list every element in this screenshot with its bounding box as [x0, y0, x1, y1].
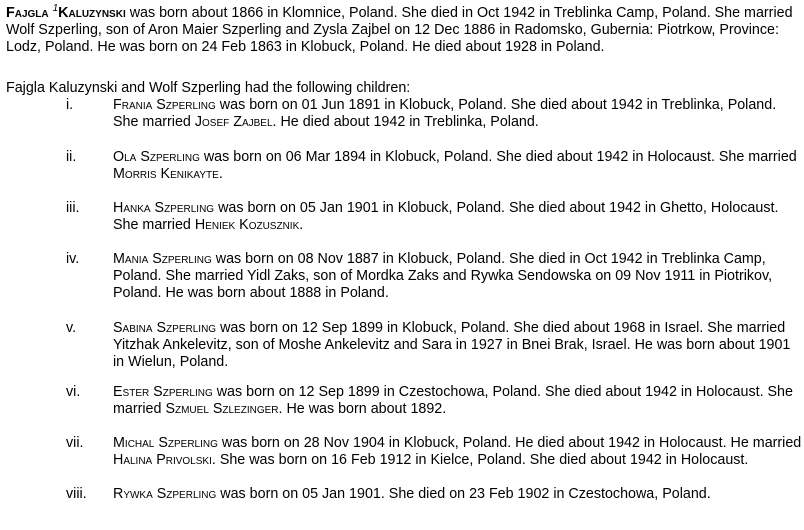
- child-name: Hanka Szperling: [113, 200, 215, 216]
- child-spouse: Halina Privolski: [113, 452, 212, 469]
- footnote-mark: 1: [52, 3, 59, 14]
- child-numeral: vii.: [66, 435, 84, 451]
- child-name: Rywka Szperling: [113, 486, 217, 502]
- child-bio: was born on 08 Nov 1887 in Klobuck, Poland. She died in Oct 1942 in Treblinka Camp, Poland. She married Yidl Zaks, son of Mordka Zaks and Rywka Sendowska on 09 Nov 1911 in Piotrikov, Poland. He was born about 1888 in Poland.: [113, 251, 773, 302]
- child-spouse: Heniek Kozusznik: [194, 217, 300, 234]
- child-name: Michal Szperling: [113, 435, 218, 451]
- child-bio-after: . She was born on 16 Feb 1912 in Kielce, Poland. She died about 1942 in Holocaust.: [211, 452, 749, 469]
- child-bio-after: .: [299, 217, 304, 234]
- child-numeral: iii.: [66, 200, 80, 216]
- child-numeral: viii.: [66, 486, 87, 502]
- child-bio: was born on 28 Nov 1904 in Klobuck, Poland. He died about 1942 in Holocaust. He married: [221, 435, 802, 451]
- main-person-surname: Kaluzynski: [58, 5, 126, 21]
- child-bio: was born on 05 Jan 1901 in Klobuck, Poland. She died about 1942 in Ghetto, Holocaust. She married: [113, 200, 779, 234]
- child-text: [113, 486, 803, 503]
- child-name: Frania Szperling: [113, 97, 216, 113]
- child-name: Ester Szperling: [113, 384, 213, 400]
- child-numeral: v.: [66, 320, 77, 336]
- child-text: [113, 384, 803, 418]
- child-bio: was born on 06 Mar 1894 in Klobuck, Poland. She died about 1942 in Holocaust. She married: [203, 149, 797, 165]
- child-numeral: iv.: [66, 251, 80, 267]
- child-text: [113, 200, 803, 234]
- child-spouse: Szmuel Szlezinger: [165, 401, 279, 418]
- child-spouse: Morris Kenikayte: [113, 166, 219, 183]
- child-text: [113, 97, 803, 131]
- child-text: [113, 435, 803, 469]
- main-person-given-name: Fajgla: [6, 5, 49, 21]
- child-bio-after: . He was born about 1892.: [278, 401, 447, 418]
- child-spouse: Josef Zajbel: [194, 114, 273, 131]
- child-name: Mania Szperling: [113, 251, 212, 267]
- child-numeral: i.: [66, 97, 74, 113]
- child-text: [113, 320, 803, 372]
- child-bio: was born on 01 Jun 1891 in Klobuck, Poland. She died about 1942 in Treblinka, Poland. She married: [113, 97, 777, 131]
- child-bio: was born on 12 Sep 1899 in Czestochowa, Poland. She died about 1942 in Holocaust. She married: [113, 384, 793, 418]
- child-bio: was born on 12 Sep 1899 in Klobuck, Poland. She died about 1968 in Israel. She married Yitzhak Ankelevitz, son of Moshe Ankelevitz and Sara in 1927 in Bnei Brak, Israel. He was born about 1901 in Wielun, Poland.: [113, 320, 791, 371]
- child-text: [113, 149, 803, 183]
- child-text: [113, 251, 803, 303]
- child-bio-after: .: [218, 166, 223, 183]
- child-bio: was born on 05 Jan 1901. She died on 23 Feb 1902 in Czestochowa, Poland.: [220, 486, 711, 502]
- child-numeral: vi.: [66, 384, 81, 400]
- child-name: Ola Szperling: [113, 149, 200, 165]
- child-bio-after: . He died about 1942 in Treblinka, Poland.: [272, 114, 539, 131]
- main-person-bio: was born about 1866 in Klomnice, Poland. She died in Oct 1942 in Treblinka Camp, Poland. She married Wolf Szperling, son of Aron Maier Szperling and Zysla Zajbel on 12 Dec 1886 in Radomsko, Gubernia: Piotrkow, Province: Lodz, Poland. He was born on 24 Feb 1863 in Klobuck, Poland. He died about 1928 in Poland.: [6, 5, 793, 56]
- children-heading: Fajgla Kaluzynski and Wolf Szperling had the following children:: [6, 80, 411, 96]
- child-numeral: ii.: [66, 149, 77, 165]
- main-person-paragraph: [6, 5, 798, 57]
- child-name: Sabina Szperling: [113, 320, 217, 336]
